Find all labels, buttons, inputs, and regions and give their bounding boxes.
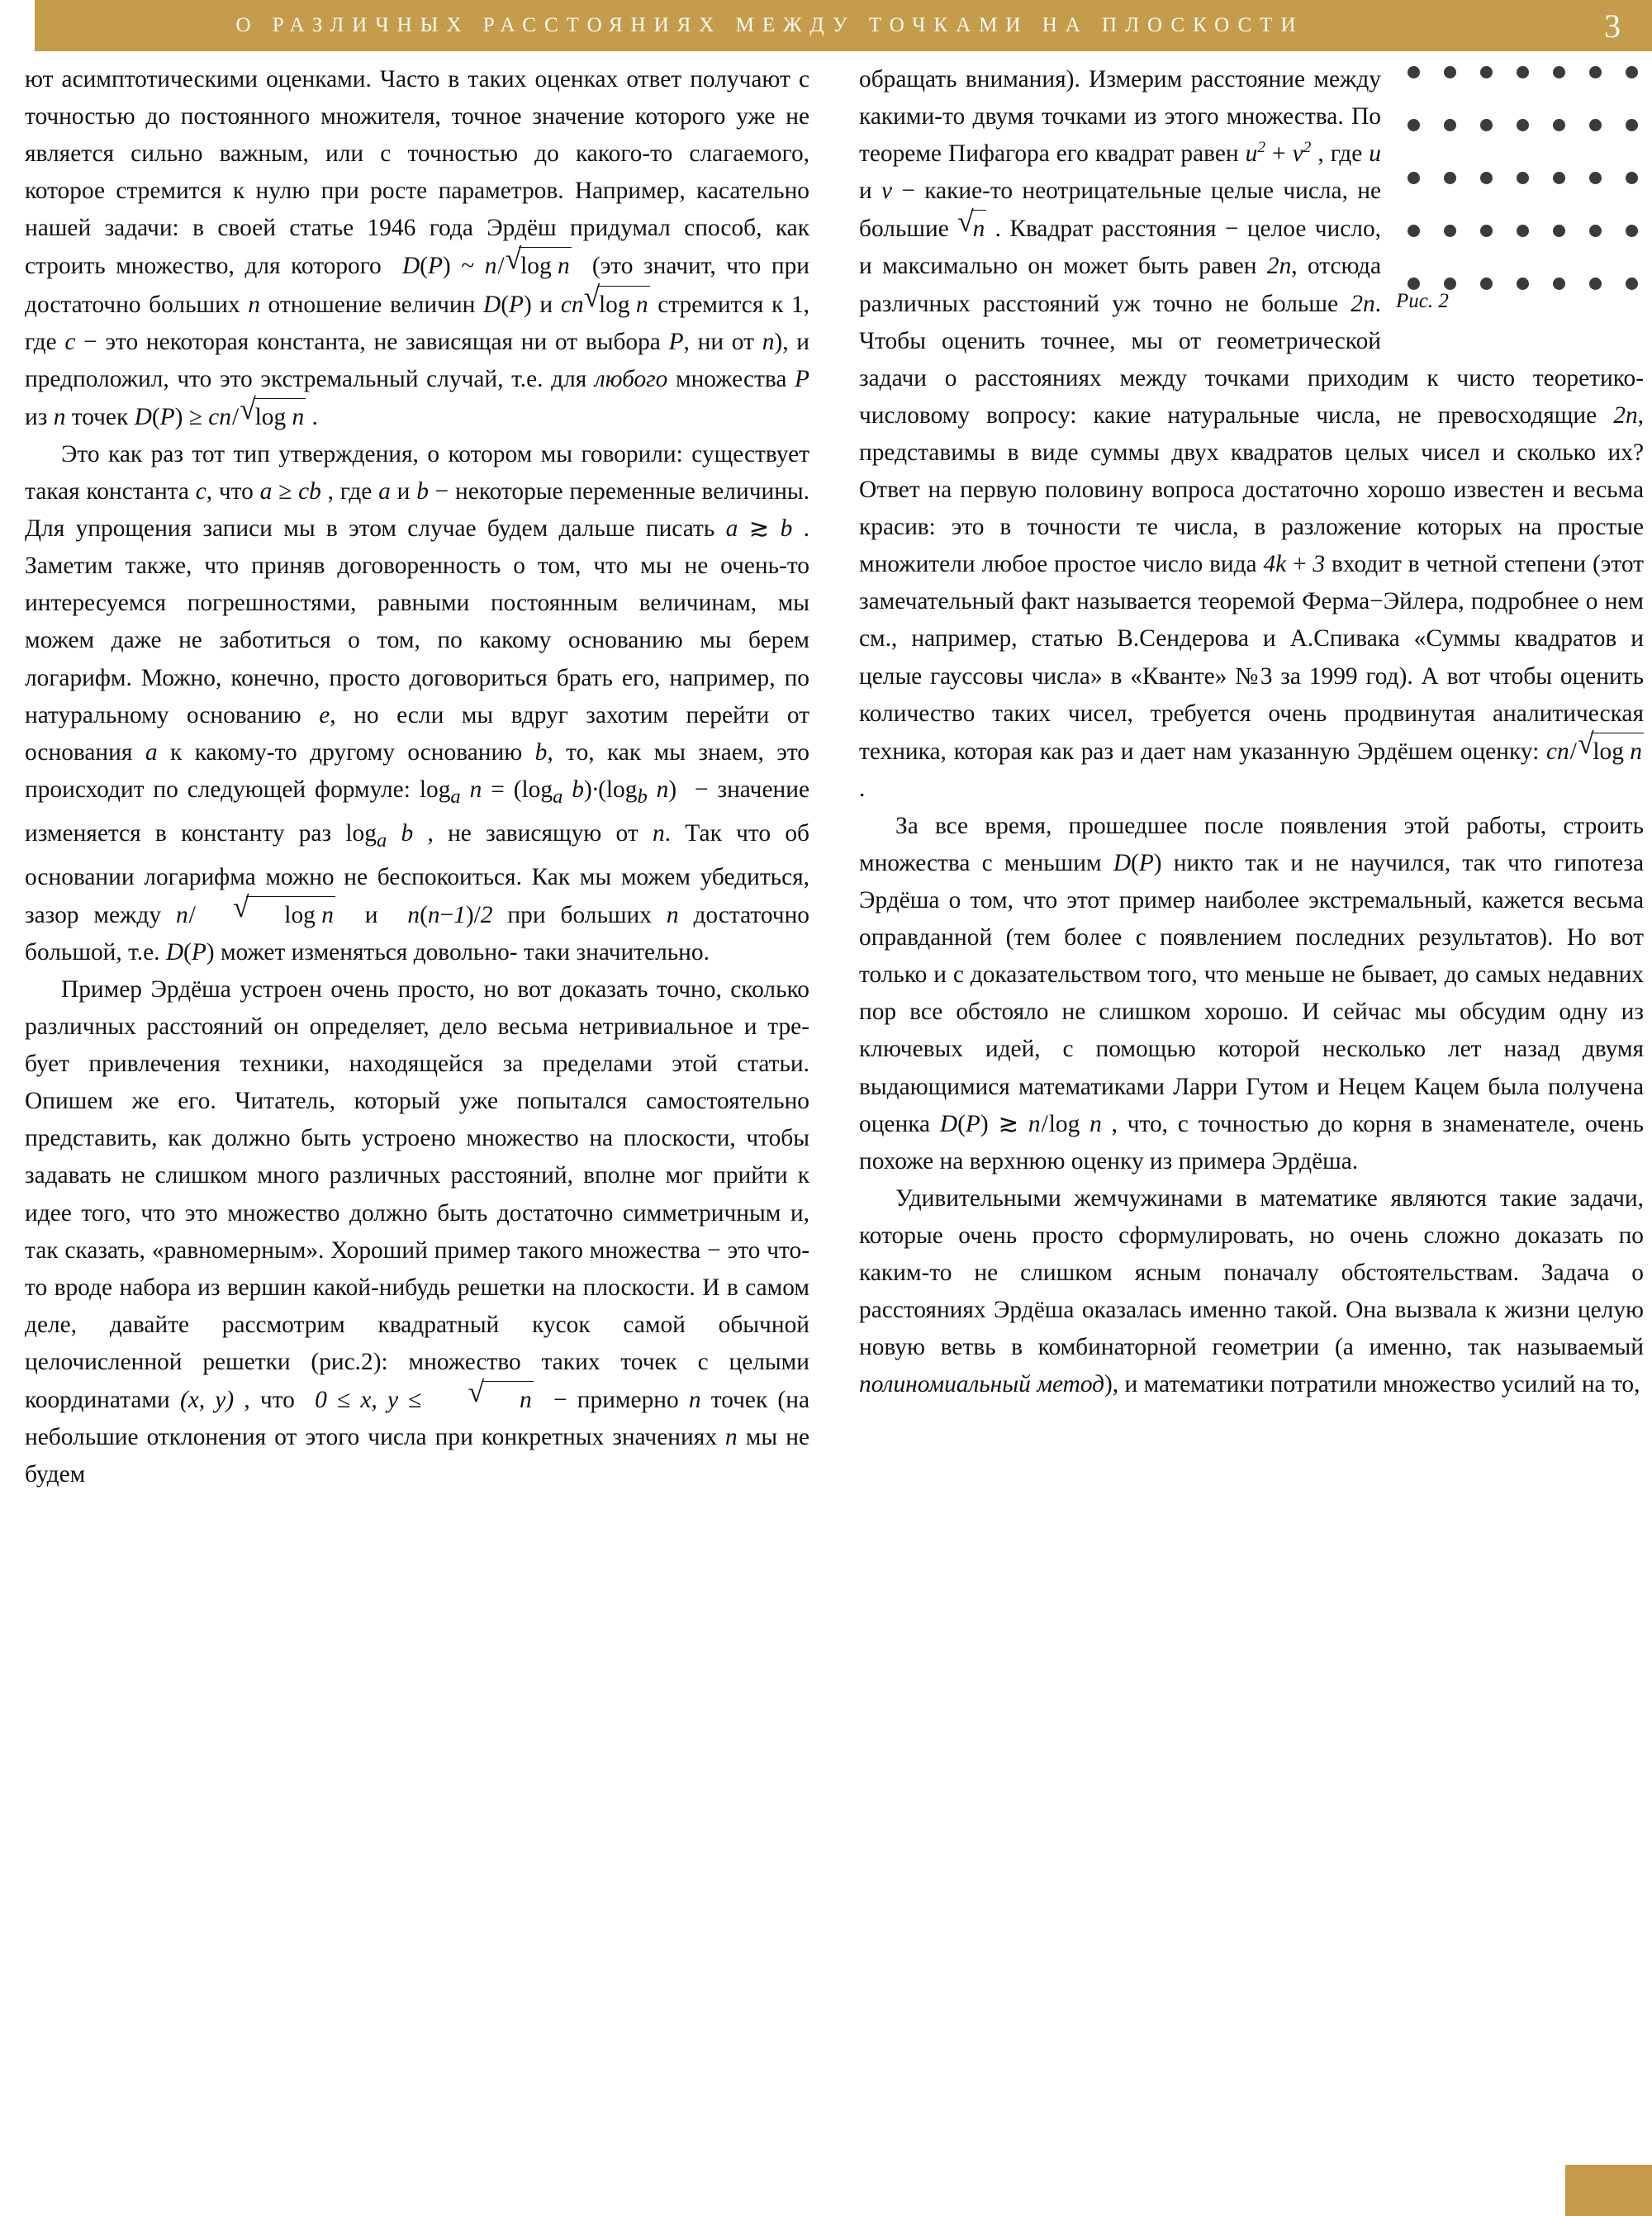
lattice-point — [1480, 172, 1493, 184]
lattice-point — [1626, 278, 1638, 290]
lattice-point — [1444, 66, 1456, 78]
lattice-point — [1553, 225, 1565, 237]
lattice-point — [1408, 225, 1420, 237]
figure-2 — [1396, 61, 1644, 324]
lattice-point — [1517, 119, 1529, 131]
lattice-point — [1589, 278, 1602, 290]
formula-gap-right: n(n−1)/2 — [407, 901, 493, 928]
formula-erdos-upper: D(P) ~ n/ √ log n — [402, 253, 572, 279]
formula-gap-left: n/ √ log n — [176, 902, 335, 928]
formula-sqrt-n: √ n — [957, 216, 986, 242]
lattice-point — [1589, 225, 1602, 237]
lattice-point — [1408, 278, 1420, 290]
lattice-point — [1480, 66, 1493, 78]
lattice-point — [1444, 172, 1456, 184]
lattice-point — [1517, 225, 1529, 237]
lattice-point — [1589, 172, 1602, 184]
lattice-point — [1626, 172, 1638, 184]
paragraph-left-1: ют асимптотическими оценками. Часто в таких оценках ответ получают с точностью до постоянного множителя, точное значение которого уже не является сильно важным, или с точностью до какого-то слагаемого, которое стремится к нулю при росте параметров. Например, касательно нашей задачи: в своей статье 1946 года Эрдёш придумал способ, как строить множество, для которого D(P) ~ n/ √ log n (это значит, что при достаточно больших n отношение величин D(P) и cn √ log n стремится к 1, где c − это некоторая константа, не зависящая ни от выбора P, ни от n), и предположил, что это экстремальный случай, т.е. для любого множества P из n точек D(P) ≥ cn/ √ log n . — [25, 61, 809, 436]
formula-erdos-lower: D(P) ≥ cn/ √ log n — [135, 404, 306, 430]
paragraph-right-3: Удивительными жемчужинами в математике являются такие задачи, которые очень просто сформулировать, но очень сложно доказать по каким-то не слишком ясным поначалу обстоятельствам. Задача о расстояниях Эрдёша оказалась именно такой. Она вызвала к жизни целую новую ветвь в комбинаторной геометрии (а именно, так называемый полиномиальный метод), и математики потратили множество усилий на то, — [859, 1184, 1644, 1398]
lattice-point — [1480, 225, 1493, 237]
formula-u2-v2: $u^2 + v^2$ — [1245, 139, 1312, 168]
formula-lattice-range: 0 ≤ x, y ≤ √ n — [315, 1387, 534, 1413]
formula-cn-sqrt-log: cn √ log n — [561, 292, 650, 318]
lattice-point — [1444, 225, 1456, 237]
page-body — [0, 51, 1652, 2216]
page-number: 3 — [1604, 7, 1621, 45]
text-column-right — [859, 61, 1644, 1403]
lattice-point — [1408, 119, 1420, 131]
lattice-point — [1408, 66, 1420, 78]
lattice-point — [1480, 119, 1493, 131]
lattice-point — [1444, 278, 1456, 290]
lattice-point — [1444, 119, 1456, 131]
lattice-point — [1553, 119, 1565, 131]
lattice-point — [1408, 172, 1420, 184]
paragraph-left-2: Это как раз тот тип утверждения, о котором мы говорили: существует такая константа c, что a ≥ cb , где a и b − некоторые переменные величины. Для упрощения записи мы в этом случае будем дальше писать a ≳ b . Заметим также, что приняв договоренность о том, что мы не очень-то интересуемся погрешностями, равными постоянным величинам, мы можем даже не заботиться о том, по какому основанию мы берем логарифм. Можно, конечно, просто договориться брать его, например, по натуральному основанию e, но если мы вдруг захотим перейти от основания a к какому-то другому основанию b, то, как мы знаем, это происходит по следующей формуле: $\log_a n = (\log_a$ $b)\cdot(\log_b$ n) − значение изменяется в константу раз $\log_a b$ , не зависящую от n. Так что об основании логарифма можно не беспокоиться. Как мы можем убедиться, зазор между n/ √ log n и n(n−1)/2 при больших n достаточно большой, т.е. D(P) может изменяться довольно- таки значительно. — [25, 440, 810, 966]
running-head-band — [35, 0, 1652, 51]
lattice-point — [1553, 172, 1565, 184]
bottom-corner-accent — [1565, 2165, 1652, 2216]
paragraph-right-1: обращать внимания). Измерим расстояние между какими-то двумя точками из этого множества. По теореме Пифагора его квадрат равен $u^2 + v^2$ , где u и v − какие-то неотрицательные целые числа, не большие √ n . Квадрат расстояния − целое число, и максимально он может быть равен 2n, отсюда различных расстояний уж точно не больше 2n. Чтобы оценить точнее, мы от геометрической задачи о расстояниях между точками приходим к чисто теоретико- числовому вопросу: какие натуральные числа, не превосходящие 2n, представимы в виде суммы двух квадратов целых чисел и сколько их? Ответ на первую половину вопроса достаточно хорошо известен и весьма красив: это в точности те числа, в разложение которых на простые множители любое простое число вида 4k + 3 входит в четной степени (этот замечательный факт называется теоремой Ферма−Эйлера, подробнее о нем см., например, статью В.Сендерова и А.Спивака «Суммы квадратов и целые гауссовы числа» в «Кванте» №3 за 1999 год). А вот чтобы оценить количество таких чисел, требуется очень продвинутая аналитическая техника, которая как раз и дает нам указанную Эрдёшем оценку: cn/ √ log n . — [859, 66, 1644, 802]
paragraph-left-3: Пример Эрдёша устроен очень просто, но вот доказать точно, сколько различных расстояний он определяет, дело весьма нетривиальное и требует привлечения техники, находящейся за пределами этой статьи. Опишем же его. Читатель, который уже попытался самостоятельно представить, как должно быть устроено множество на плоскости, чтобы задавать не слишком много различных расстояний, вполне мог прийти к идее того, что это множество должно быть достаточно симметричным и, так сказать, «равномерным». Хороший пример такого множества − это что-то вроде набора из вершин какой-нибудь решетки на плоскости. И в самом деле, давайте рассмотрим квадратный кусок самой обычной целочисленной решетки (рис.2): множество таких точек с целыми координатами (x, y) , что 0 ≤ x, y ≤ √ n − примерно n точек (на небольшие отклонения от этого числа при конкретных значениях n мы не будем — [25, 976, 809, 1488]
lattice-point — [1517, 172, 1529, 184]
formula-guth-katz: D(P) ≳ n/log n — [939, 1110, 1102, 1137]
lattice-dot-grid — [1396, 61, 1644, 282]
formula-log-change-of-base: $\log_a n = (\log_a$ $b)\cdot(\log_b$ n) — [419, 776, 677, 808]
lattice-point — [1589, 66, 1602, 78]
lattice-point — [1553, 66, 1565, 78]
formula-erdos-estimate: cn/ √ log n — [1546, 738, 1644, 765]
lattice-point — [1589, 119, 1602, 131]
formula-4k-plus-3: 4k + 3 — [1263, 551, 1326, 578]
lattice-point — [1626, 66, 1638, 78]
running-head-title: О РАЗЛИЧНЫХ РАССТОЯНИЯХ МЕЖДУ ТОЧКАМИ НА ПЛОСКОСТИ — [235, 14, 1304, 36]
lattice-point — [1626, 119, 1638, 131]
lattice-point — [1517, 66, 1529, 78]
figure-caption: Рис. 2 — [1396, 290, 1449, 312]
lattice-point — [1553, 278, 1565, 290]
lattice-point — [1626, 225, 1638, 237]
lattice-point — [1517, 278, 1529, 290]
lattice-point — [1480, 278, 1493, 290]
paragraph-right-2: За все время, прошедшее после появления этой работы, строить множества с меньшим D(P) никто так и не научился, так что гипотеза Эрдёша о том, что этот пример наиболее экстремальный, кажется весьма оправданной (тем более с появлением последних результатов). Но вот только и с доказательством того, что меньше не бывает, до самых недавних пор все обстояло не слишком хорошо. И сейчас мы обсудим одну из ключевых идей, с помощью которой несколько лет назад двумя выдающимися математиками Ларри Гутом и Нецем Кацем была получена оценка D(P) ≳ n/log n , что, с точностью до корня в знаменателе, очень похоже на верхнюю оценку из примера Эрдёша. — [859, 812, 1645, 1174]
text-column-left — [25, 61, 809, 1493]
